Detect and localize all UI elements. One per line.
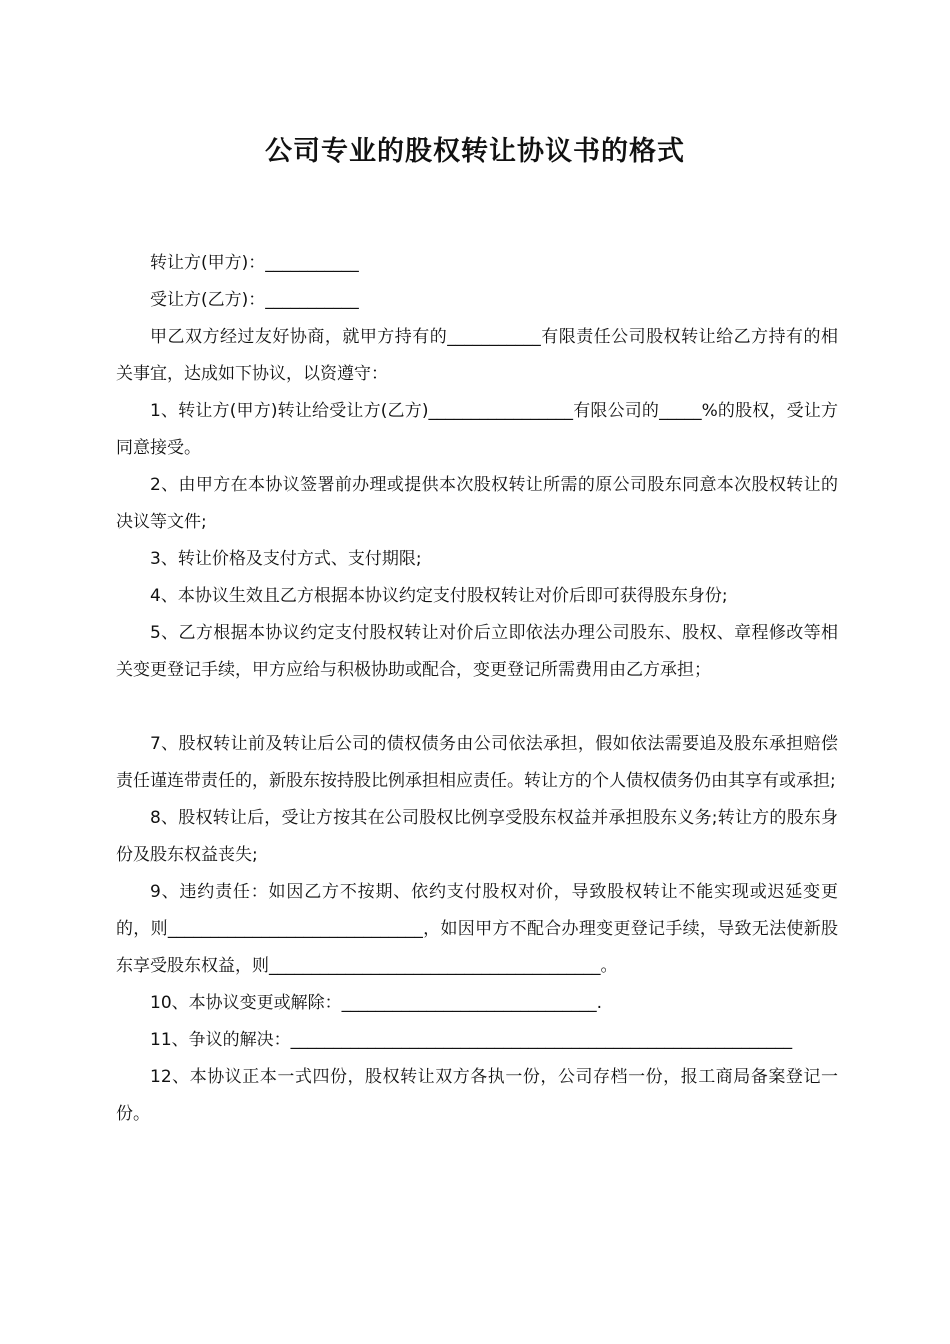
clause-9: 9、违约责任：如因乙方不按期、依约支付股权对价，导致股权转让不能实现或迟延变更的，则______________________________，如因甲方不配合办理变更登记手续，导致无法使新股东享受股东权益，则_______________________________________。 [116, 882, 838, 976]
clause-8: 8、股权转让后，受让方按其在公司股权比例享受股东权益并承担股东义务;转让方的股东身份及股东权益丧失; [116, 808, 838, 865]
clause-1: 1、转让方(甲方)转让给受让方(乙方)_________________有限公司的_____%的股权，受让方同意接受。 [116, 401, 838, 458]
paragraph-preamble: 甲乙双方经过友好协商，就甲方持有的___________有限责任公司股权转让给乙方持有的相关事宜，达成如下协议，以资遵守： [116, 327, 838, 384]
paragraph-transferor: 转让方(甲方)：___________ [150, 253, 359, 273]
document-body [116, 245, 838, 1133]
clause-3: 3、转让价格及支付方式、支付期限; [150, 549, 422, 569]
clause-11: 11、争议的解决：___________________________________________________________ [150, 1030, 793, 1050]
clause-10: 10、本协议变更或解除：______________________________. [150, 993, 603, 1013]
clause-5: 5、乙方根据本协议约定支付股权转让对价后立即依法办理公司股东、股权、章程修改等相关变更登记手续，甲方应给与积极协助或配合，变更登记所需费用由乙方承担； [116, 623, 838, 680]
clause-12: 12、本协议正本一式四份，股权转让双方各执一份，公司存档一份，报工商局备案登记一份。 [116, 1067, 838, 1124]
blank-line [116, 689, 838, 726]
document-title: 公司专业的股权转让协议书的格式 [265, 136, 685, 167]
clause-2: 2、由甲方在本协议签署前办理或提供本次股权转让所需的原公司股东同意本次股权转让的决议等文件; [116, 475, 838, 532]
clause-7: 7、股权转让前及转让后公司的债权债务由公司依法承担，假如依法需要追及股东承担赔偿责任谨连带责任的，新股东按持股比例承担相应责任。转让方的个人债权债务仍由其享有或承担; [116, 734, 838, 791]
clause-4: 4、本协议生效且乙方根据本协议约定支付股权转让对价后即可获得股东身份; [150, 586, 728, 606]
paragraph-transferee: 受让方(乙方)：___________ [150, 290, 359, 310]
